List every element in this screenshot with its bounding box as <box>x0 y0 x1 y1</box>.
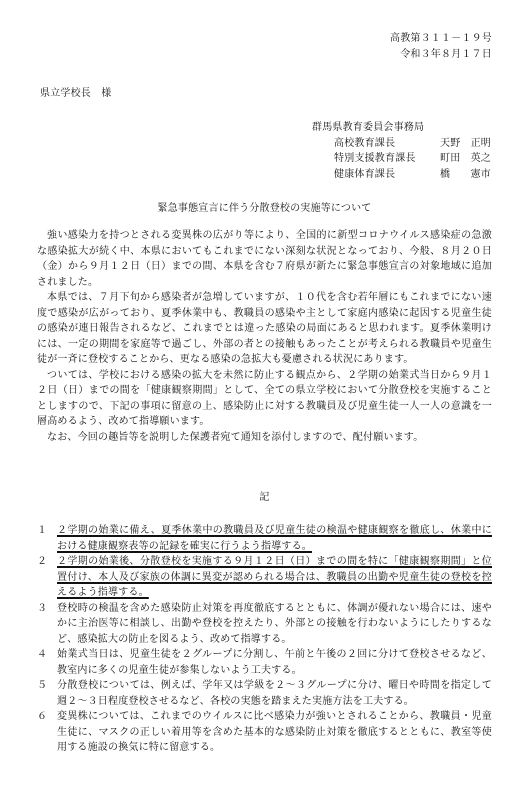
body-paragraph: 本県では、７月下旬から感染者が急増していますが、１０代を含む若年層にもこれまでにない速度で感染が広がっており、夏季休業中も、教職員の感染や主として家庭内感染に起因する児童生徒の感染が連日報告されるなど、これまでとは違った感染の局面にあると思われます。夏季休業明けには、一定の期間を家庭等で過ごし、外部の者との接触もあったことが考えられる教職員や児童生徒が一斉に登校することから、更なる感染の急拡大も憂慮される状況にあります。 <box>37 292 492 365</box>
signatory-title: 高校教育課長 <box>334 137 396 149</box>
item-number: １ <box>37 525 48 536</box>
issuer-organization: 群馬県教育委員会事務局 <box>312 122 425 133</box>
item-number: ６ <box>37 711 48 722</box>
list-item <box>37 523 492 554</box>
signatory-row <box>334 151 502 167</box>
item-number: ４ <box>37 649 48 660</box>
item-number: ２ <box>37 556 48 567</box>
body-paragraph: ついては、学校における感染の拡大を未然に防止する観点から、２学期の始業式当日から９月１２日（日）までの間を「健康観察期間」として、全ての県立学校において分散登校を実施することとしますので、下記の事項に留意の上、感染防止に対する教職員及び児童生徒一人一人の意識を一層高めるよう、改めて指導願います。 <box>37 369 492 427</box>
list-item <box>37 554 492 601</box>
body-paragraph: なお、今回の趣旨等を説明した保護者宛て通知を添付しますので、配付願います。 <box>47 431 424 443</box>
item-text: 変異株については、これまでのウイルスに比べ感染力が強いとされることから、教職員・児童生徒に、マスクの正しい着用等を含めた基本的な感染防止対策を徹底するとともに、教室等使用する施設の換気に特に留意する。 <box>57 711 492 753</box>
item-text: 分散登校については、例えば、学年又は学級を２～３グループに分け、曜日や時間を指定して週２～３日程度登校させるなど、各校の実態を踏まえた実施方法を工夫する。 <box>57 680 492 707</box>
item-text: 始業式当日は、児童生徒を２グループに分割し、午前と午後の２回に分けて登校させるなど、教室内に多くの児童生徒が参集しないよう工夫する。 <box>57 649 492 676</box>
document-title: 緊急事態宣言に伴う分散登校の実施等について <box>157 203 372 214</box>
body-paragraph: 強い感染力を持つとされる変異株の広がり等により、全国的に新型コロナウイルス感染症の急激な感染拡大が続く中、本県においてもこれまでにない深刻な状況となっており、今般、８月２０日（金）から９月１２日（日）までの間、本県を含む７府県が新たに緊急事態宣言の対象地域に追加されました。 <box>37 230 492 288</box>
item-number: ５ <box>37 680 48 691</box>
item-text: 登校時の検温を含めた感染防止対策を再度徹底するとともに、体調が優れない場合には、速やかに主治医等に相談し、出勤や登校を控えたり、外部との接触を行わないようにしたりするなど、感染拡大の防止を図るよう、改めて指導する。 <box>57 602 492 645</box>
signatory-name: 天野 正明 <box>440 137 491 149</box>
list-item <box>37 647 492 678</box>
item-number: ３ <box>37 602 48 614</box>
signatory-title: 特別支援教育課長 <box>334 153 416 164</box>
signatory-title: 健康体育課長 <box>334 168 396 180</box>
signatory-name: 橋 憲市 <box>440 168 491 180</box>
item-text: ２学期の始業後、分散登校を実施する９月１２日（日）までの間を特に「健康観察期間」と位置付け、本人及び家族の体調に異変が認められる場合は、教職員の出勤や児童生徒の登校を控えるよう指導する。 <box>57 556 492 598</box>
ki-heading: 記 <box>259 492 270 503</box>
signatory-name: 町田 英之 <box>440 153 491 164</box>
body-text <box>37 228 492 445</box>
list-item <box>37 678 492 709</box>
signatory-row <box>334 167 502 183</box>
issuer-block <box>312 120 502 182</box>
list-item <box>37 709 492 756</box>
list-item <box>37 601 492 648</box>
document-number: 高教第３１１－１９号 <box>390 33 492 44</box>
item-list <box>37 523 492 756</box>
document-date: 令和３年８月１７日 <box>400 49 492 60</box>
addressee: 県立学校長 様 <box>40 88 112 99</box>
signatory-row <box>334 136 502 152</box>
item-text: ２学期の始業に備え、夏季休業中の教職員及び児童生徒の検温や健康観察を徹底し、休業中における健康観察表等の記録を確実に行うよう指導する。 <box>57 525 492 552</box>
